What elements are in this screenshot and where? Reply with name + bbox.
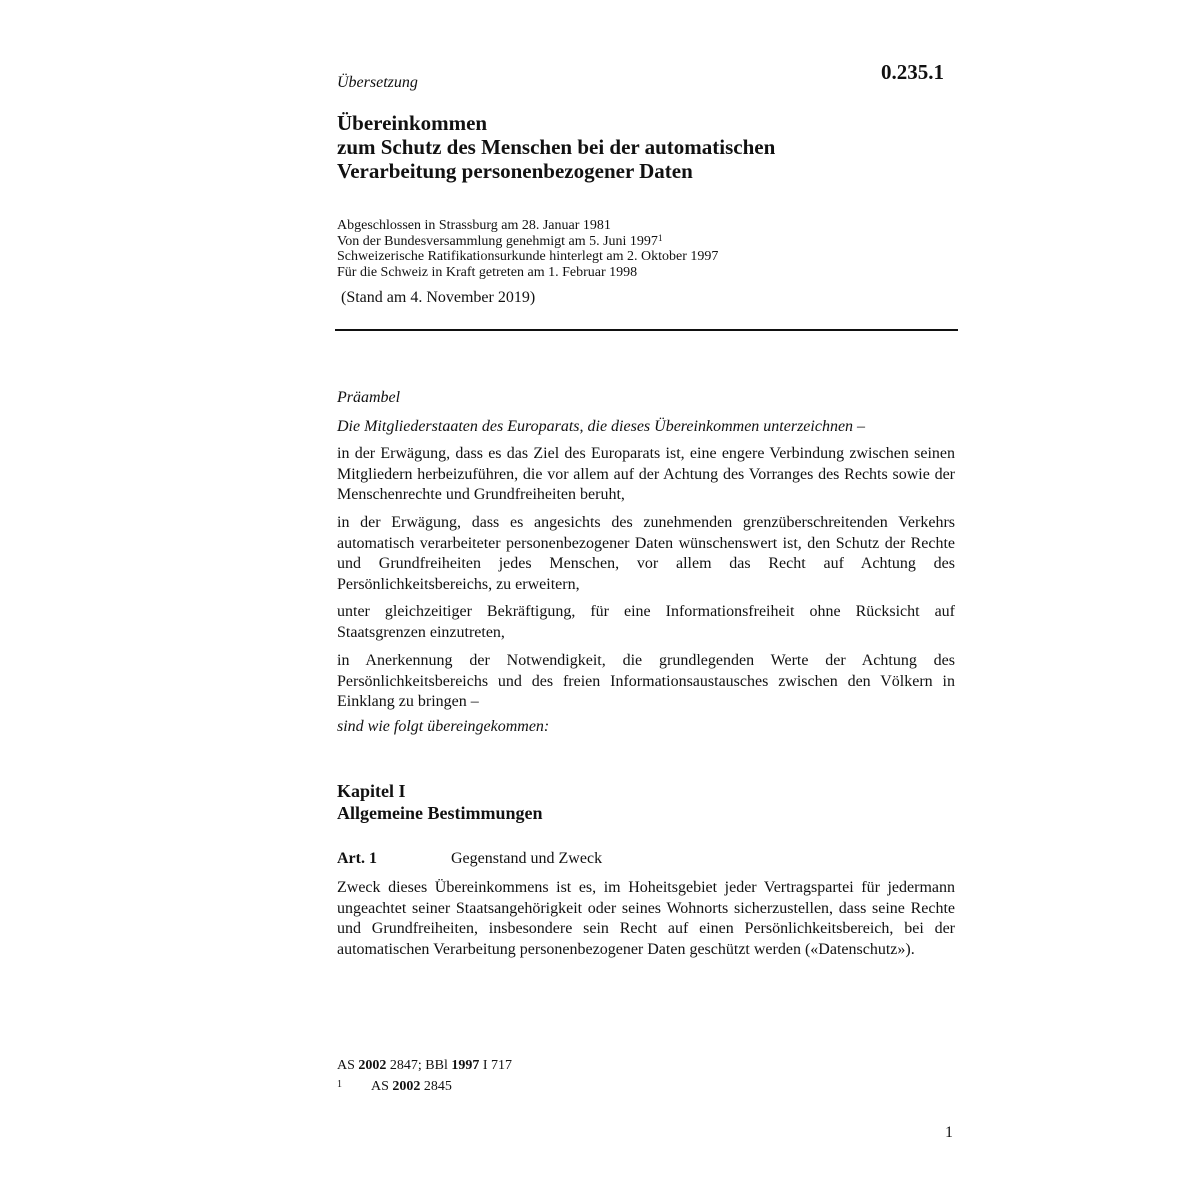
bbl-year: 1997 (451, 1058, 480, 1073)
concluded-date: Abgeschlossen in Strassburg am 28. Januar 1981 (337, 218, 611, 233)
header-divider (335, 329, 958, 331)
ratified-date: Schweizerische Ratifikationsurkunde hinterlegt am 2. Oktober 1997 (337, 249, 719, 264)
preamble-paragraph-3: unter gleichzeitiger Bekräftigung, für eine Informationsfreiheit ohne Rücksicht auf Staatsgrenzen einzutreten, (337, 603, 955, 641)
title-line-3: Verarbeitung personenbezogener Daten (337, 159, 693, 183)
chapter-title: Allgemeine Bestimmungen (337, 803, 543, 823)
sr-number: 0.235.1 (881, 60, 944, 84)
source-footnote (337, 1058, 512, 1074)
source-page: 2847; BBl (389, 1058, 448, 1073)
chapter-heading (337, 780, 542, 824)
preamble-intro: Die Mitgliederstaaten des Europarats, die dieses Übereinkommen unterzeichnen – (337, 418, 866, 435)
source-year: 2002 (358, 1058, 387, 1073)
translation-note: Übersetzung (337, 74, 418, 91)
footnote-ref-1: 1 (657, 232, 663, 243)
preamble-heading: Präambel (337, 389, 401, 406)
in-force-date: Für die Schweiz in Kraft getreten am 1. Februar 1998 (337, 264, 638, 280)
footnote-1-number: 1 (337, 1079, 342, 1090)
footnote-1-page: 2845 (423, 1079, 452, 1094)
document-metadata (337, 218, 718, 280)
preamble-closing: sind wie folgt übereingekommen: (337, 718, 550, 735)
approved-date (337, 234, 718, 250)
page-number: 1 (945, 1124, 953, 1141)
title-line-2: zum Schutz des Menschen bei der automatischen (337, 135, 776, 159)
status-date: (Stand am 4. November 2019) (341, 289, 536, 306)
bbl-ref: I 717 (482, 1058, 513, 1073)
article-text: Zweck dieses Übereinkommens ist es, im Hoheitsgebiet jeder Vertragspartei für jedermann ungeachtet seiner Staatsangehörigkeit oder seines Wohnorts sicherzustellen, dass seine Rechte und Grundfreiheiten, insbesondere sein Recht auf einen Persönlichkeitsbereich, bei der automatischen Verarbeitung personenbezogener Daten geschützt werden («Datenschutz»). (337, 879, 955, 958)
preamble-paragraph-2: in der Erwägung, dass es angesichts des zunehmenden grenzüberschreitenden Verkehrs automatisch verarbeiteter personenbezogener Daten wünschenswert ist, den Schutz der Rechte und Grundfreiheiten jedes Menschen, vor allem das Recht auf Achtung des Persönlichkeitsbereichs, zu erweitern, (337, 514, 955, 593)
source-prefix: AS (337, 1058, 355, 1073)
title-line-1: Übereinkommen (337, 111, 488, 135)
footnote-1 (337, 1079, 557, 1095)
approved-text: Von der Bundesversammlung genehmigt am 5. Juni 1997 (337, 233, 658, 249)
article-title: Gegenstand und Zweck (451, 850, 603, 867)
article-label: Art. 1 (337, 850, 377, 867)
footnote-1-year: 2002 (392, 1079, 421, 1094)
preamble-paragraph-1: in der Erwägung, dass es das Ziel des Europarats ist, eine engere Verbindung zwischen seinen Mitgliedern herbeizuführen, die vor allem auf der Achtung des Vorranges des Rechts sowie der Menschenrechte und Grundfreiheiten beruht, (337, 445, 955, 503)
footnote-1-prefix: AS (371, 1079, 389, 1094)
chapter-number: Kapitel I (337, 781, 406, 801)
document-title (337, 111, 775, 183)
preamble-paragraph-4: in Anerkennung der Notwendigkeit, die grundlegenden Werte der Achtung des Persönlichkeitsbereichs und des freien Informationsaustausches zwischen den Völkern in Einklang zu bringen – (337, 652, 955, 710)
